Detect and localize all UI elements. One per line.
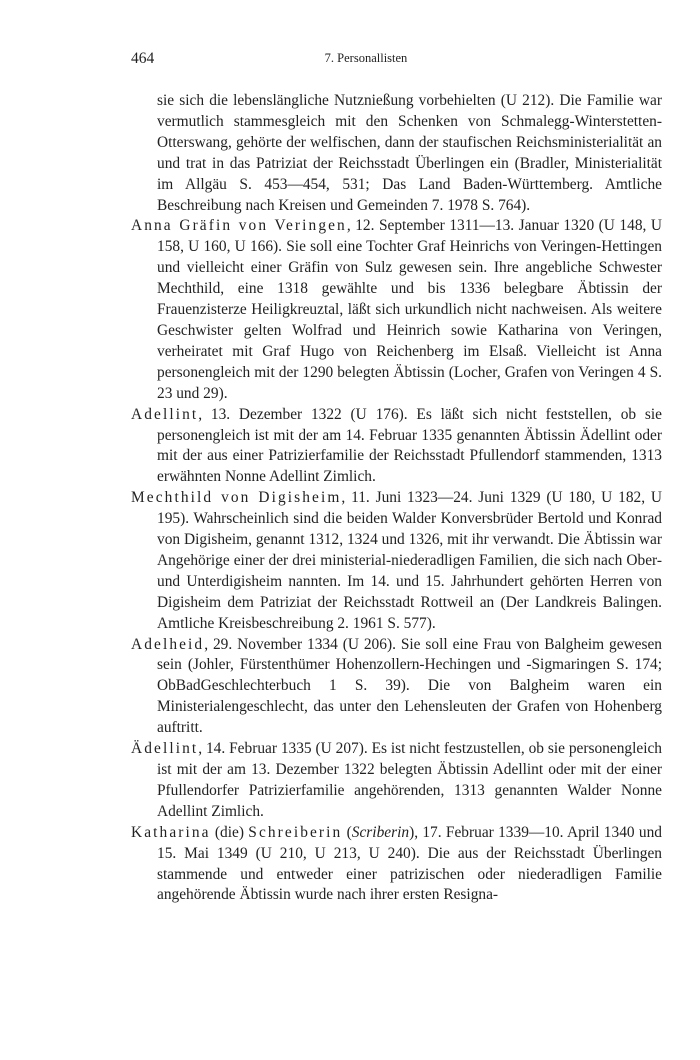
entry-name: Anna Gräfin von Veringen	[131, 217, 347, 235]
page-number: 464	[131, 50, 155, 67]
entry-mechthild-von-digisheim	[131, 488, 662, 634]
entry-text: sie sich die lebenslängliche Nutznießung vorbehielten (U 212). Die Familie war vermutlich stammesgleich mit den Schenken von Schmalegg-Winterstetten-Otterswang, gehörte der welfischen, dann der staufischen Reichsministerialität an und trat in das Patriziat der Reichsstadt Überlingen ein (Bradler, Ministerialität im Allgäu S. 453—454, 531; Das Land Baden-Württemberg. Amtliche Beschreibung nach Kreisen und Gemeinden 7. 1978 S. 764).	[157, 92, 662, 214]
entry-adellint	[131, 405, 662, 489]
entry-text: , 11. Juni 1323—24. Juni 1329 (U 180, U 182, U 195). Wahrscheinlich sind die beiden Walder Konversbrüder Bertold und Konrad von Digisheim, genannt 1312, 1324 und 1326, mit ihr verwandt. Die Äbtissin war Angehörige einer der drei ministerial-niederadligen Familien, die sich nach Ober- und Unterdigisheim nannten. Im 14. und 15. Jahrhundert gehörten Herren von Digisheim dem Patriziat der Reichsstadt Rottweil an (Der Landkreis Balingen. Amtliche Kreisbeschreibung 2. 1961 S. 577).	[157, 489, 662, 632]
entry-continuation	[131, 91, 662, 216]
entry-adelheid	[131, 635, 662, 740]
entry-name: Adelheid	[131, 635, 205, 653]
entry-text: ), 17. Februar 1339—10. April 1340 und 15. Mai 1349 (U 210, U 213, U 240). Die aus der Reichsstadt Überlingen stammende und entweder einer patrizischen oder niederadligen Familie angehörende Äbtissin wurde nach ihrer ersten Resigna-	[157, 823, 662, 904]
entry-italic-name: Scriberin	[351, 823, 410, 841]
entry-name: Adellint	[131, 405, 199, 423]
entry-aedellint	[131, 739, 662, 823]
running-head: 7. Personallisten	[324, 51, 408, 65]
entry-name: Mechthild von Digisheim	[131, 489, 342, 507]
entry-name-second: Schreiberin	[248, 823, 343, 841]
text-block	[131, 91, 662, 906]
entry-text: , 12. September 1311—13. Januar 1320 (U 148, U 158, U 160, U 166). Sie soll eine Tochter Graf Heinrichs von Veringen-Hettingen und vielleicht einer Gräfin von Sulz gewesen sein. Ihre angebliche Schwester Mechthild, eine 1318 gewählte und bis 1336 belegbare Äbtissin der Frauenzisterze Heiligkreuztal, läßt sich urkundlich nicht nachweisen. Als weitere Geschwister gelten Wolfrad und Heinrich sowie Katharina von Veringen, verheiratet mit Graf Hugo von Reichenberg im Elsaß. Vielleicht ist Anna personengleich mit der 1290 belegten Äbtissin (Locher, Grafen von Veringen 4 S. 23 und 29).	[157, 217, 663, 402]
entry-name: Katharina	[131, 823, 211, 841]
entry-text: , 14. Februar 1335 (U 207). Es ist nicht festzustellen, ob sie personengleich ist mit der am 13. Dezember 1322 belegten Äbtissin Adellint oder mit der einer Pfullendorfer Patrizierfamilie angehörenden, 1313 genannten Walder Nonne Adellint Zimlich.	[157, 740, 662, 820]
entry-text: , 29. November 1334 (U 206). Sie soll eine Frau von Balgheim gewesen sein (Johler, Fürstenthümer Hohenzollern-Hechingen und -Sigmaringen S. 174; ObBadGeschlechterbuch 1 S. 39). Die von Balgheim waren ein Ministerialengeschlecht, das unter den Lehensleuten der Grafen von Hohenberg auftritt.	[157, 635, 662, 737]
entry-katharina-schreiberin: Katharina (die) Schreiberin (Scriberin), 17. Februar 1339—10. April 1340 und 15. Mai 1349 (U 210, U 213, U 240). Die aus der Reichsstadt Überlingen stammende und entweder einer patrizischen oder niederadligen Familie angehörende Äbtissin wurde nach ihrer ersten Resigna-	[131, 823, 662, 904]
entry-text: , 13. Dezember 1322 (U 176). Es läßt sich nicht feststellen, ob sie personengleich ist mit der am 14. Februar 1335 genannten Äbtissin Ädellint oder mit der aus einer Patrizierfamilie der Reichsstadt Pfullendorf stammenden, 1313 erwähnten Nonne Adellint Zimlich.	[157, 405, 662, 486]
entry-pre-italic: (die)	[210, 823, 249, 841]
entry-anna-graefin-von-veringen	[131, 216, 662, 404]
entry-name: Ädellint	[131, 740, 199, 758]
